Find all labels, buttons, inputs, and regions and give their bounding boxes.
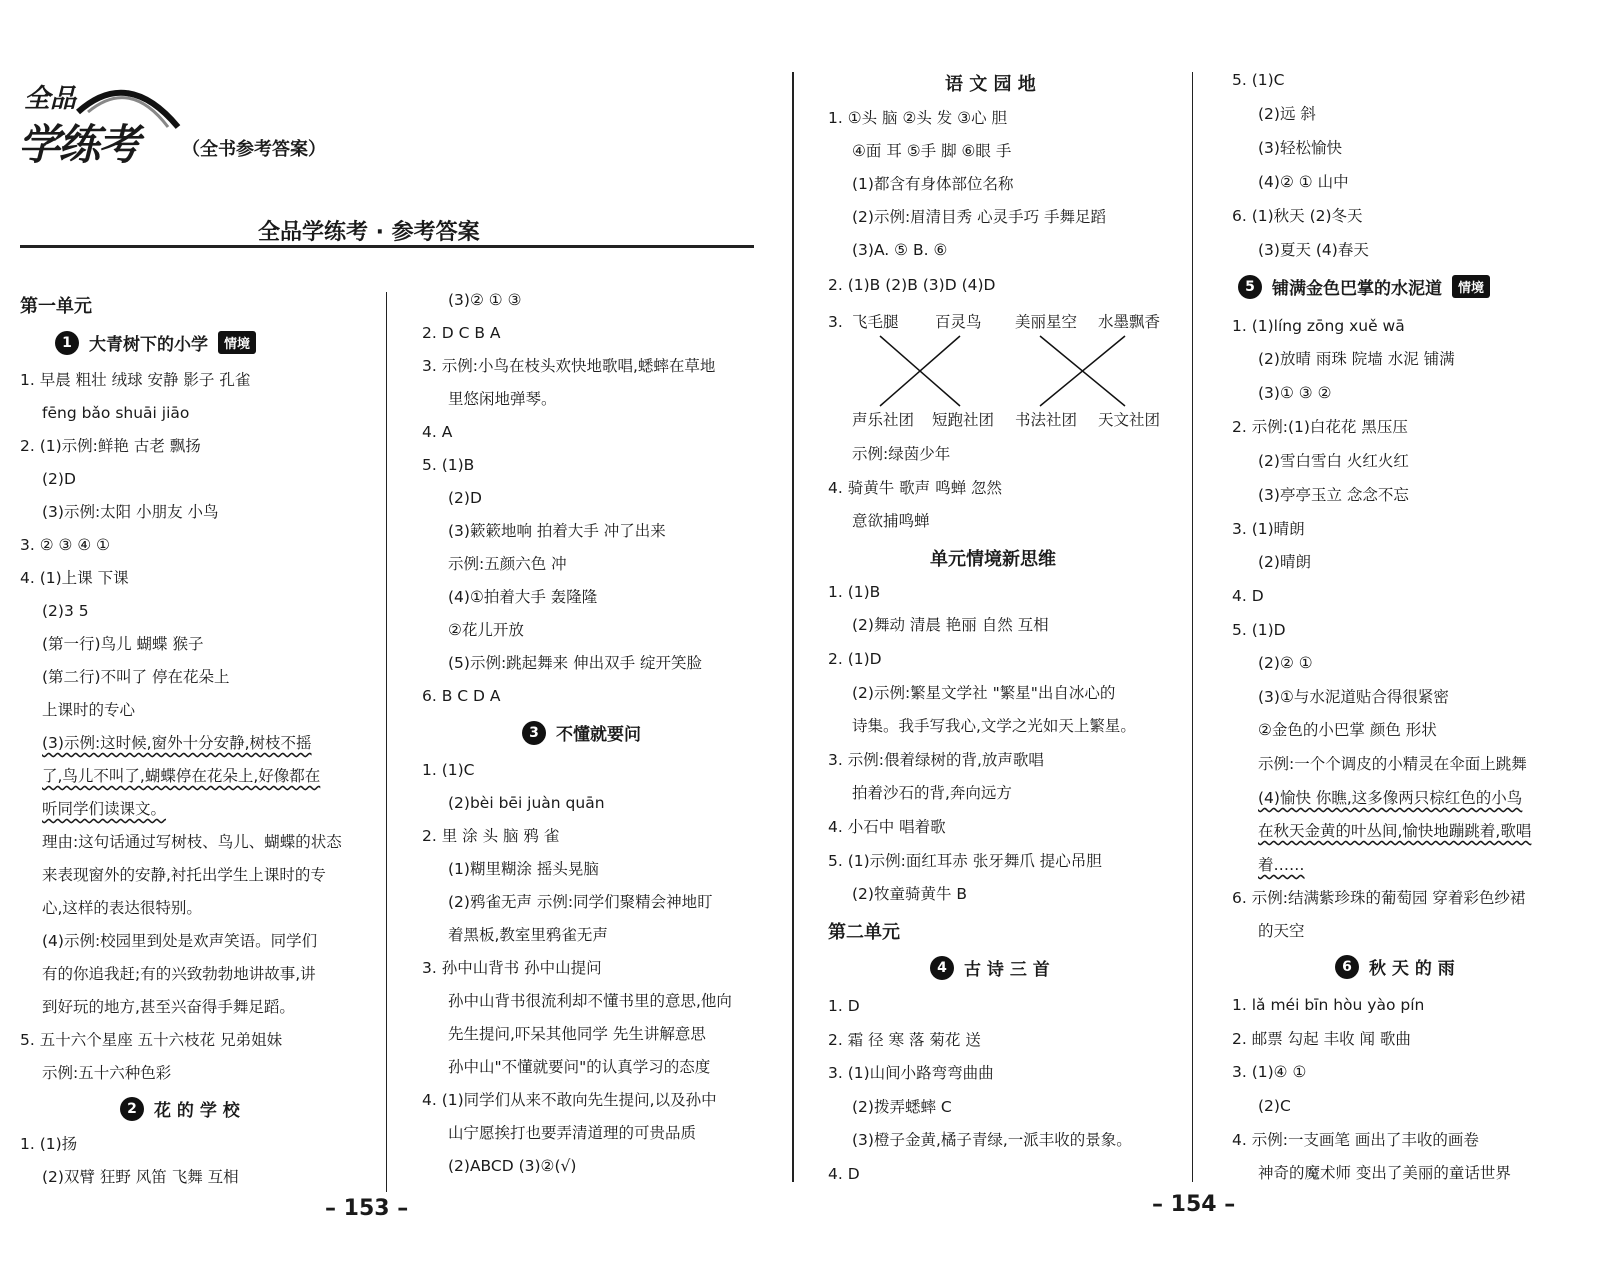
- brand-subtitle: （全书参考答案）: [182, 139, 326, 160]
- lesson-name: 铺满金色巴掌的水泥道: [1272, 279, 1442, 299]
- answer-line: (5)示例:跳起舞来 伸出双手 绽开笑脸: [448, 654, 703, 672]
- answer-line: (2)鸦雀无声 示例:同学们聚精会神地盯: [448, 893, 713, 911]
- match-top-item: 飞毛腿: [852, 313, 899, 331]
- answer-line: (2)示例:繁星文学社 "繁星"出自冰心的: [852, 684, 1116, 702]
- lesson-number: 6: [1335, 955, 1359, 979]
- answer-line: 山宁愿挨打也要弄清道理的可贵品质: [448, 1124, 697, 1142]
- answer-line: (2)D: [42, 470, 76, 488]
- answer-line: 里悠闲地弹琴。: [448, 390, 557, 408]
- answer-line: (3)示例:太阳 小朋友 小鸟: [42, 503, 219, 521]
- answer-line: 神奇的魔术师 变出了美丽的童话世界: [1258, 1164, 1511, 1182]
- match-top-item: 百灵鸟: [935, 313, 982, 331]
- answer-line: 5. (1)D: [1232, 621, 1286, 639]
- answer-line: (2)雪白雪白 火红火红: [1258, 452, 1409, 470]
- answer-line: (4)② ① 山中: [1258, 173, 1349, 191]
- answer-line: 6. 示例:结满紫珍珠的葡萄园 穿着彩色纱裙: [1232, 889, 1526, 907]
- answer-line: (2)双臂 狂野 风笛 飞舞 互相: [42, 1168, 239, 1186]
- answer-line: 2. (1)D: [828, 650, 882, 668]
- scenario-badge: 情境: [1452, 275, 1490, 298]
- answer-line: 2. D C B A: [422, 324, 501, 342]
- answer-line: 1. (1)líng zōng xuě wā: [1232, 317, 1405, 335]
- answer-line: 在秋天金黄的叶丛间,愉快地蹦跳着,歌唱: [1258, 822, 1532, 840]
- answer-line: (4)①拍着大手 轰隆隆: [448, 588, 598, 606]
- answer-line: (2)示例:眉清目秀 心灵手巧 手舞足蹈: [852, 208, 1107, 226]
- answer-line: 3. ② ③ ④ ①: [20, 536, 111, 554]
- answer-line: ②金色的小巴掌 颜色 形状: [1258, 721, 1437, 739]
- answer-line: 4. D: [1232, 587, 1264, 605]
- answer-line: 3.: [828, 313, 843, 331]
- lesson-title: [1238, 274, 1490, 299]
- page-number: – 153 –: [325, 1196, 409, 1221]
- answer-line: (3)①与水泥道贴合得很紧密: [1258, 688, 1449, 706]
- lesson-number: 5: [1238, 275, 1262, 299]
- match-bottom-item: 短跑社团: [932, 411, 995, 429]
- answer-line: 5. (1)B: [422, 456, 475, 474]
- lesson-title: [55, 330, 256, 355]
- divider: [792, 72, 794, 1182]
- answer-line: (2)bèi bēi juàn quān: [448, 794, 605, 812]
- match-top-item: 美丽星空: [1015, 313, 1078, 331]
- answer-line: (2)晴朗: [1258, 553, 1311, 571]
- title-rule: [20, 245, 754, 248]
- answer-line: 示例:一个个调皮的小精灵在伞面上跳舞: [1258, 755, 1527, 773]
- scenario-badge: 情境: [218, 331, 256, 354]
- answer-line: fēng bǎo shuāi jiāo: [42, 404, 190, 422]
- answer-line: 着黑板,教室里鸦雀无声: [448, 926, 608, 944]
- answer-line: 1. lǎ méi bīn hòu yào pín: [1232, 996, 1425, 1014]
- answer-line: (1)糊里糊涂 摇头晃脑: [448, 860, 599, 878]
- match-top-item: 水墨飘香: [1098, 313, 1161, 331]
- answer-line: 有的你追我赶;有的兴致勃勃地讲故事,讲: [42, 965, 316, 983]
- lesson-name: 古 诗 三 首: [964, 960, 1050, 980]
- answer-line: (第一行)鸟儿 蝴蝶 猴子: [42, 635, 204, 653]
- answer-line: 5. (1)示例:面红耳赤 张牙舞爪 提心吊胆: [828, 852, 1102, 870]
- lesson-title: [1335, 954, 1455, 979]
- lesson-number: 2: [120, 1097, 144, 1121]
- answer-line: 示例:五十六种色彩: [42, 1064, 172, 1082]
- answer-line: 1. (1)C: [422, 761, 475, 779]
- answer-line: 听同学们读课文。: [42, 800, 167, 818]
- answer-line: (3)亭亭玉立 念念不忘: [1258, 486, 1409, 504]
- answer-line: 1. D: [828, 997, 860, 1015]
- answer-line: (2)舞动 清晨 艳丽 自然 互相: [852, 616, 1049, 634]
- answer-line: 拍着沙石的背,奔向远方: [852, 784, 1012, 802]
- answer-line: ④面 耳 ⑤手 脚 ⑥眼 手: [852, 142, 1012, 160]
- answer-line: 4. (1)上课 下课: [20, 569, 129, 587]
- unit-heading: 第一单元: [20, 296, 92, 317]
- brand-logo: [18, 72, 188, 167]
- answer-line: 了,鸟儿不叫了,蝴蝶停在花朵上,好像都在: [42, 767, 321, 785]
- answer-line: 示例:五颜六色 冲: [448, 555, 567, 573]
- answer-line: 4. A: [422, 423, 453, 441]
- match-bottom-item: 天文社团: [1098, 411, 1161, 429]
- lesson-title: [930, 955, 1050, 980]
- answer-line: (1)都含有身体部位名称: [852, 175, 1014, 193]
- answer-line: 孙中山背书很流利却不懂书里的意思,他向: [448, 992, 732, 1010]
- page-title: 全品学练考 · 参考答案: [258, 220, 480, 245]
- section-heading: 语 文 园 地: [945, 74, 1036, 95]
- lesson-name: 不懂就要问: [556, 725, 641, 745]
- brand-small: 全品: [24, 84, 77, 114]
- answer-line: 1. 早晨 粗壮 绒球 安静 影子 孔雀: [20, 371, 251, 389]
- answer-line: (2)拨弄蟋蟀 C: [852, 1098, 952, 1116]
- divider: [386, 292, 387, 1192]
- lesson-title: [522, 720, 641, 745]
- answer-line: 意欲捕鸣蝉: [852, 512, 930, 530]
- answer-line: 6. (1)秋天 (2)冬天: [1232, 207, 1363, 225]
- answer-line: 到好玩的地方,甚至兴奋得手舞足蹈。: [42, 998, 295, 1016]
- match-bottom-item: 声乐社团: [852, 411, 915, 429]
- unit-heading: 第二单元: [828, 922, 900, 943]
- divider: [1192, 72, 1193, 1182]
- answer-line: 3. (1)山间小路弯弯曲曲: [828, 1064, 994, 1082]
- answer-line: 5. (1)C: [1232, 71, 1285, 89]
- answer-line: 3. (1)④ ①: [1232, 1063, 1307, 1081]
- answer-line: 4. 小石中 唱着歌: [828, 818, 946, 836]
- answer-line: 3. (1)晴朗: [1232, 520, 1305, 538]
- answer-line: (3)橙子金黄,橘子青绿,一派丰收的景象。: [852, 1131, 1132, 1149]
- answer-line: 来表现窗外的安静,衬托出学生上课时的专: [42, 866, 326, 884]
- brand-big: 学练考: [18, 120, 139, 169]
- answer-line: 理由:这句话通过写树枝、鸟儿、蝴蝶的状态: [42, 833, 342, 851]
- answer-line: 3. 示例:偎着绿树的背,放声歌唱: [828, 751, 1044, 769]
- answer-line: (3)A. ⑤ B. ⑥: [852, 241, 948, 259]
- answer-line: (2)远 斜: [1258, 105, 1316, 123]
- answer-line: (4)示例:校园里到处是欢声笑语。同学们: [42, 932, 318, 950]
- answer-line: 2. 示例:(1)白花花 黑压压: [1232, 418, 1408, 436]
- answer-line: 诗集。我手写我心,文学之光如天上繁星。: [852, 717, 1136, 735]
- answer-line: 示例:绿茵少年: [852, 445, 951, 463]
- answer-line: (3)② ① ③: [448, 291, 522, 309]
- answer-line: (2)牧童骑黄牛 B: [852, 885, 968, 903]
- lesson-name: 花 的 学 校: [154, 1101, 240, 1121]
- answer-line: 2. 霜 径 寒 落 菊花 送: [828, 1031, 981, 1049]
- page-number: – 154 –: [1152, 1192, 1236, 1217]
- section-heading: 单元情境新思维: [930, 549, 1056, 570]
- lesson-name: 大青树下的小学: [89, 335, 208, 355]
- answer-line: (2)放晴 雨珠 院墙 水泥 铺满: [1258, 350, 1455, 368]
- answer-line: (3)轻松愉快: [1258, 139, 1342, 157]
- answer-line: 先生提问,吓呆其他同学 先生讲解意思: [448, 1025, 706, 1043]
- answer-line: 4. (1)同学们从来不敢向先生提问,以及孙中: [422, 1091, 717, 1109]
- answer-line: 4. 示例:一支画笔 画出了丰收的画卷: [1232, 1131, 1479, 1149]
- answer-line: 1. (1)B: [828, 583, 881, 601]
- answer-line: 着……: [1258, 856, 1305, 874]
- answer-line: 4. 骑黄牛 歌声 鸣蝉 忽然: [828, 479, 1002, 497]
- lesson-number: 4: [930, 956, 954, 980]
- answer-line: (3)夏天 (4)春天: [1258, 241, 1369, 259]
- answer-line: (2)ABCD (3)②(√): [448, 1157, 577, 1175]
- answer-line: 2. (1)示例:鲜艳 古老 飘扬: [20, 437, 201, 455]
- lesson-number: 1: [55, 331, 79, 355]
- answer-line: 2. (1)B (2)B (3)D (4)D: [828, 276, 996, 294]
- lesson-number: 3: [522, 721, 546, 745]
- answer-line: (4)愉快 你瞧,这多像两只棕红色的小鸟: [1258, 789, 1523, 807]
- answer-line: (3)① ③ ②: [1258, 384, 1332, 402]
- lesson-title: [120, 1096, 240, 1121]
- matching-lines: [850, 332, 1170, 412]
- answer-line: 孙中山"不懂就要问"的认真学习的态度: [448, 1058, 711, 1076]
- answer-line: 6. B C D A: [422, 687, 501, 705]
- answer-line: 1. ①头 脑 ②头 发 ③心 胆: [828, 109, 1008, 127]
- answer-line: ②花儿开放: [448, 621, 524, 639]
- answer-line: 心,这样的表达很特别。: [42, 899, 202, 917]
- answer-line: 的天空: [1258, 922, 1305, 940]
- answer-line: 2. 邮票 勾起 丰收 闻 歌曲: [1232, 1030, 1411, 1048]
- answer-line: 1. (1)扬: [20, 1135, 78, 1153]
- answer-line: (2)D: [448, 489, 482, 507]
- match-bottom-item: 书法社团: [1015, 411, 1078, 429]
- answer-line: (第二行)不叫了 停在花朵上: [42, 668, 230, 686]
- answer-line: 5. 五十六个星座 五十六枝花 兄弟姐妹: [20, 1031, 283, 1049]
- answer-line: (3)簌簌地响 拍着大手 冲了出来: [448, 522, 666, 540]
- lesson-name: 秋 天 的 雨: [1369, 959, 1455, 979]
- answer-line: (2)C: [1258, 1097, 1291, 1115]
- answer-line: 4. D: [828, 1165, 860, 1183]
- answer-line: 上课时的专心: [42, 701, 136, 719]
- answer-line: 3. 示例:小鸟在枝头欢快地歌唱,蟋蟀在草地: [422, 357, 716, 375]
- answer-line: (2)② ①: [1258, 654, 1313, 672]
- answer-line: 3. 孙中山背书 孙中山提问: [422, 959, 602, 977]
- answer-line: 2. 里 涂 头 脑 鸦 雀: [422, 827, 560, 845]
- answer-line: (3)示例:这时候,窗外十分安静,树枝不摇: [42, 734, 312, 752]
- answer-line: (2)3 5: [42, 602, 89, 620]
